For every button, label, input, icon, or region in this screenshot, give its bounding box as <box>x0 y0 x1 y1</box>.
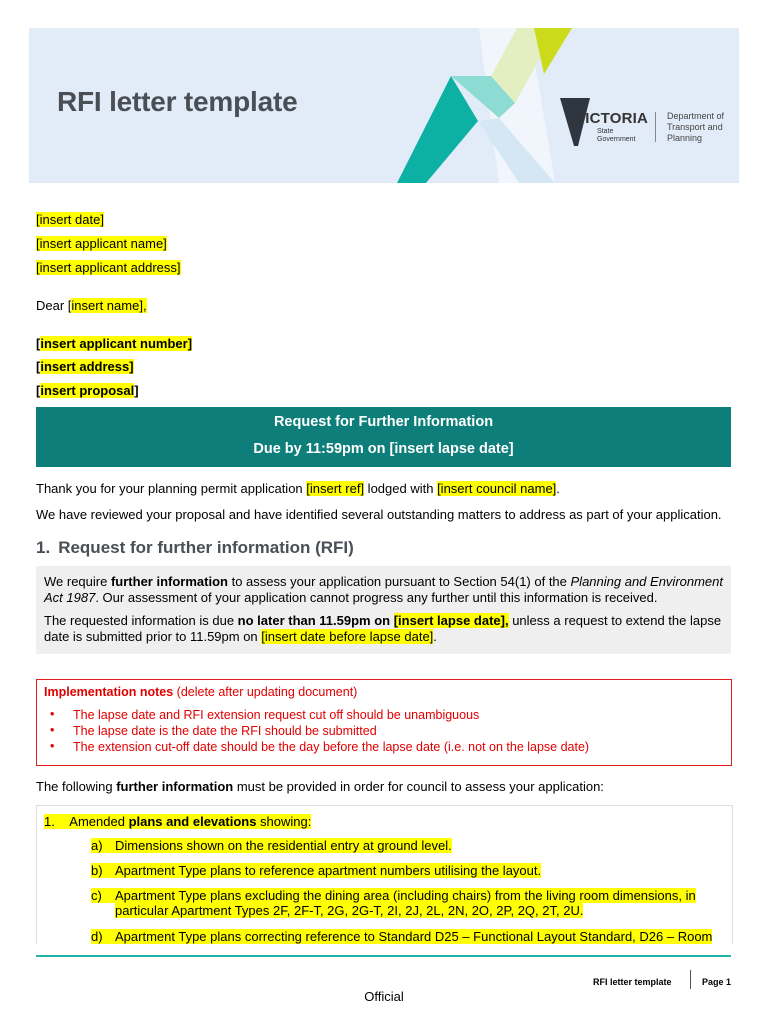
requirement-box <box>36 566 731 654</box>
intro-paragraph-2: We have reviewed your proposal and have identified several outstanding matters to address as part of your application. <box>36 507 722 522</box>
note-item: The lapse date and RFI extension request cut off should be unambiguous <box>73 708 480 722</box>
salutation: Dear [insert name], <box>36 298 147 313</box>
list-item: 1. Amended plans and elevations showing: <box>44 814 312 829</box>
department-name: Department of Transport and Planning <box>667 111 725 143</box>
list-subitem: d) Apartment Type plans correcting reference to Standard D25 – Functional Layout Standard, D26 – Room <box>91 929 713 944</box>
footer-rule <box>36 955 731 957</box>
list-subitem: b) Apartment Type plans to reference apartment numbers utilising the layout. <box>91 863 542 878</box>
bullet-dot-icon: • <box>50 723 55 737</box>
requirement-paragraph-2: The requested information is due no later than 11.59pm on [insert lapse date], unless a request to extend the lapse date is submitted prior to 11.59pm on [insert date before lapse date]. <box>44 613 722 644</box>
further-info-list <box>36 805 733 944</box>
logo-wordmark: VICTORIA <box>575 110 648 127</box>
section-heading: 1. Request for further information (RFI) <box>36 538 354 557</box>
header-banner <box>29 28 739 183</box>
footer-divider <box>690 970 691 989</box>
address-field: [insert address] <box>36 359 134 374</box>
intro-paragraph-1: Thank you for your planning permit application [insert ref] lodged with [insert council name]. <box>36 481 560 496</box>
rfi-banner <box>36 407 731 467</box>
bullet-dot-icon: • <box>50 707 55 721</box>
list-subitem: c) Apartment Type plans excluding the dining area (including chairs) from the living room dimensions, in particular Apartment Types 2F, 2F-T, 2G, 2G-T, 2I, 2J, 2L, 2N, 2O, 2P, 2Q, 2T, 2U. <box>91 888 696 918</box>
rfi-banner-title: Request for Further Information <box>273 414 494 430</box>
requirement-paragraph-1: We require further information to assess your application pursuant to Section 54(1) of the Planning and Environment Act 1987. Our assessment of your application cannot progress any further until this information is received. <box>44 574 724 605</box>
applicant-name-field: [insert applicant name] <box>36 236 167 251</box>
document-title: RFI letter template <box>57 86 298 117</box>
bullet-dot-icon: • <box>50 739 55 753</box>
notes-title: Implementation notes (delete after updating document) <box>44 685 358 699</box>
further-info-lead: The following further information must be provided in order for council to assess your application: <box>36 779 604 794</box>
list-subitem: a) Dimensions shown on the residential entry at ground level. <box>91 838 452 853</box>
logo-divider <box>655 112 656 142</box>
note-item: The lapse date is the date the RFI should be submitted <box>73 724 377 738</box>
date-field: [insert date] <box>36 212 104 227</box>
note-item: The extension cut-off date should be the day before the lapse date (i.e. not on the lapse date) <box>73 740 590 754</box>
logo-subtitle: State Government <box>597 128 636 143</box>
applicant-number-field: [insert applicant number] <box>36 336 193 351</box>
footer-document-title: RFI letter template <box>593 977 672 987</box>
applicant-address-field: [insert applicant address] <box>36 260 181 275</box>
implementation-notes-box <box>36 679 732 766</box>
classification-label: Official <box>364 989 404 1004</box>
page-number: Page 1 <box>702 977 732 987</box>
proposal-field: [insert proposal] <box>36 383 139 398</box>
rfi-banner-due: Due by 11:59pm on [insert lapse date] <box>253 441 514 457</box>
